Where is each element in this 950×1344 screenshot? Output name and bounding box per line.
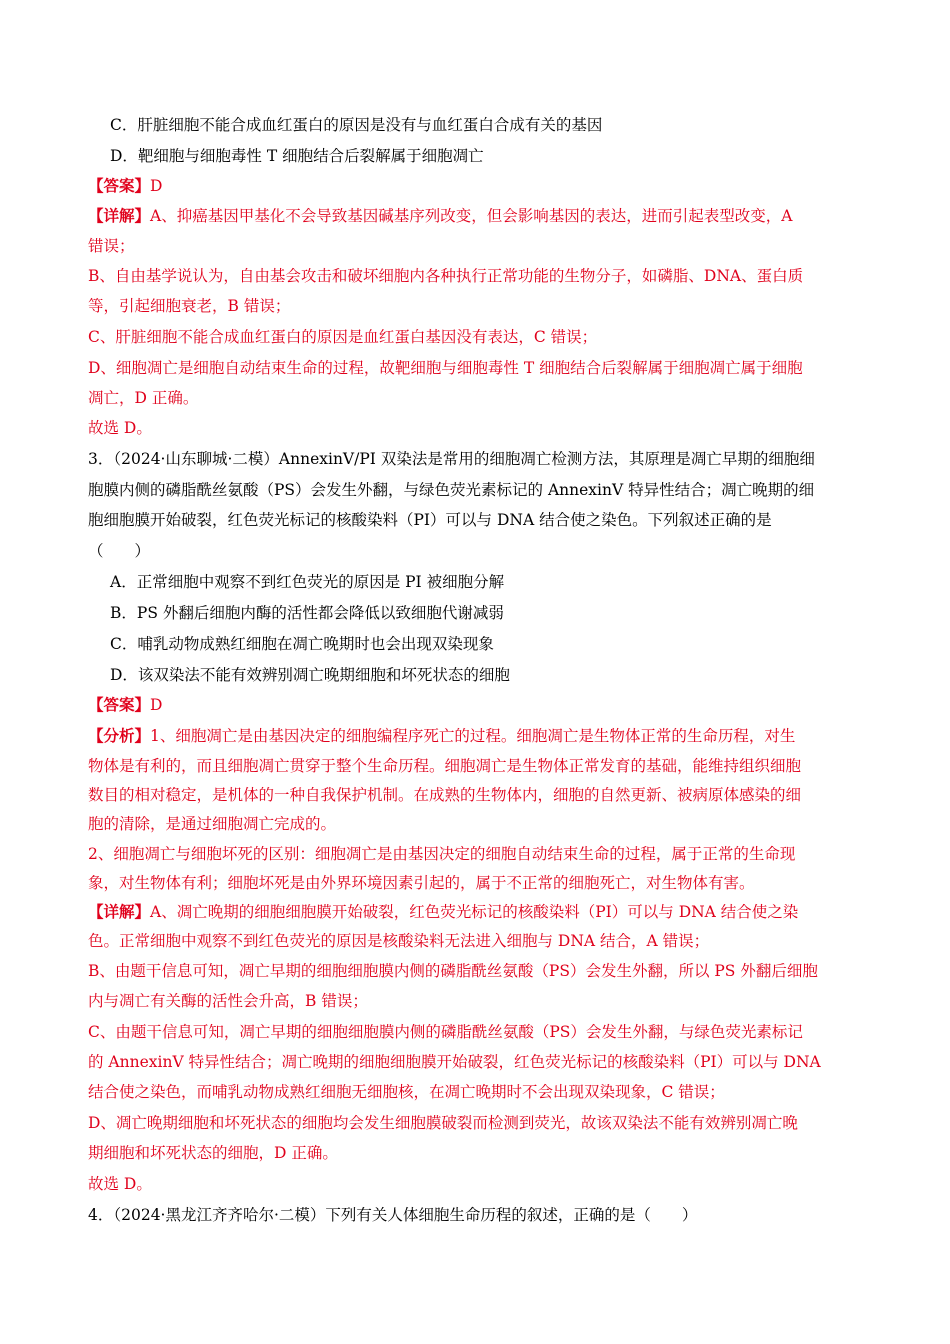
detail-line: 故选 D。 (88, 419, 152, 437)
analysis-line: 物体是有利的，而且细胞凋亡贯穿于整个生命历程。细胞凋亡是生物体正常发育的基础，能维持组织细胞 (88, 757, 802, 775)
answer-tag: 【答案】 (88, 695, 151, 714)
option-a: A．正常细胞中观察不到红色荧光的原因是 PI 被细胞分解 (110, 573, 505, 591)
answer-value: D (150, 177, 163, 195)
detail-text: A、凋亡晚期的细胞细胞膜开始破裂，红色荧光标记的核酸染料（PI）可以与 DNA 结合使之染 (150, 903, 799, 921)
detail-line: B、自由基学说认为，自由基会攻击和破坏细胞内各种执行正常功能的生物分子，如磷脂、DNA、蛋白质 (88, 267, 804, 285)
detail-line: 凋亡，D 正确。 (88, 389, 199, 407)
option-b: B．PS 外翻后细胞内酶的活性都会降低以致细胞代谢减弱 (110, 604, 504, 622)
detail-line (88, 897, 868, 927)
detail-line: 色。正常细胞中观察不到红色荧光的原因是核酸染料无法进入细胞与 DNA 结合，A 错误； (88, 932, 710, 950)
detail-line: D、凋亡晚期细胞和坏死状态的细胞均会发生细胞膜破裂而检测到荧光，故该双染法不能有效辨别凋亡晚 (88, 1114, 798, 1132)
detail-line: D、细胞凋亡是细胞自动结束生命的过程，故靶细胞与细胞毒性 T 细胞结合后裂解属于细胞凋亡属于细胞 (88, 359, 803, 377)
detail-line: 等，引起细胞衰老，B 错误； (88, 297, 291, 315)
question-stem: 4．（2024·黑龙江齐齐哈尔·二模）下列有关人体细胞生命历程的叙述，正确的是（ ） (88, 1206, 698, 1224)
question-stem: （ ） (88, 542, 151, 560)
analysis-line: 象，对生物体有利；细胞坏死是由外界环境因素引起的，属于不正常的细胞死亡，对生物体有害。 (88, 874, 755, 892)
question-stem: 胞细胞膜开始破裂，红色荧光标记的核酸染料（PI）可以与 DNA 结合使之染色。下列叙述正确的是 (88, 511, 772, 529)
analysis-line: 胞的清除，是通过细胞凋亡完成的。 (88, 815, 337, 833)
analysis-line: 2、细胞凋亡与细胞坏死的区别：细胞凋亡是由基因决定的细胞自动结束生命的过程，属于正常的生命现 (88, 845, 796, 863)
analysis-text: 1、细胞凋亡是由基因决定的细胞编程序死亡的过程。细胞凋亡是生物体正常的生命历程，对生 (150, 727, 796, 745)
question-stem: 3．（2024·山东聊城·二模）AnnexinV/PI 双染法是常用的细胞凋亡检测方法，其原理是凋亡早期的细胞细 (88, 450, 815, 468)
detail-line: 的 AnnexinV 特异性结合；凋亡晚期的细胞细胞膜开始破裂，红色荧光标记的核酸染料（PI）可以与 DNA (88, 1053, 821, 1071)
option-c: C．哺乳动物成熟红细胞在凋亡晚期时也会出现双染现象 (110, 635, 494, 653)
detail-line: B、由题干信息可知，凋亡早期的细胞细胞膜内侧的磷脂酰丝氨酸（PS）会发生外翻，所以 PS 外翻后细胞 (88, 962, 818, 980)
detail-line (88, 201, 868, 231)
detail-line: 结合使之染色，而哺乳动物成熟红细胞无细胞核，在凋亡晚期时不会出现双染现象，C 错误； (88, 1083, 725, 1101)
detail-line: 错误； (88, 237, 135, 255)
detail-line: 故选 D。 (88, 1175, 152, 1193)
answer-line (88, 171, 868, 201)
detail-tag: 【详解】 (88, 206, 151, 225)
option-c: C．肝脏细胞不能合成血红蛋白的原因是没有与血红蛋白合成有关的基因 (110, 116, 603, 134)
answer-tag: 【答案】 (88, 176, 151, 195)
answer-value: D (150, 696, 163, 714)
detail-text: A、抑癌基因甲基化不会导致基因碱基序列改变，但会影响基因的表达，进而引起表型改变，A (150, 207, 793, 225)
analysis-tag: 【分析】 (88, 726, 151, 745)
detail-line: 期细胞和坏死状态的细胞，D 正确。 (88, 1144, 338, 1162)
analysis-line: 数目的相对稳定，是机体的一种自我保护机制。在成熟的生物体内，细胞的自然更新、被病原体感染的细 (88, 786, 802, 804)
question-stem: 胞膜内侧的磷脂酰丝氨酸（PS）会发生外翻，与绿色荧光素标记的 AnnexinV 特异性结合；凋亡晚期的细 (88, 481, 815, 499)
option-d: D．该双染法不能有效辨别凋亡晚期细胞和坏死状态的细胞 (110, 666, 510, 684)
detail-line: 内与凋亡有关酶的活性会升高，B 错误； (88, 992, 368, 1010)
detail-line: C、肝脏细胞不能合成血红蛋白的原因是血红蛋白基因没有表达，C 错误； (88, 328, 598, 346)
analysis-line (88, 721, 868, 751)
answer-line (88, 690, 868, 720)
option-d: D．靶细胞与细胞毒性 T 细胞结合后裂解属于细胞凋亡 (110, 147, 484, 165)
detail-tag: 【详解】 (88, 902, 151, 921)
detail-line: C、由题干信息可知，凋亡早期的细胞细胞膜内侧的磷脂酰丝氨酸（PS）会发生外翻，与绿色荧光素标记 (88, 1023, 803, 1041)
